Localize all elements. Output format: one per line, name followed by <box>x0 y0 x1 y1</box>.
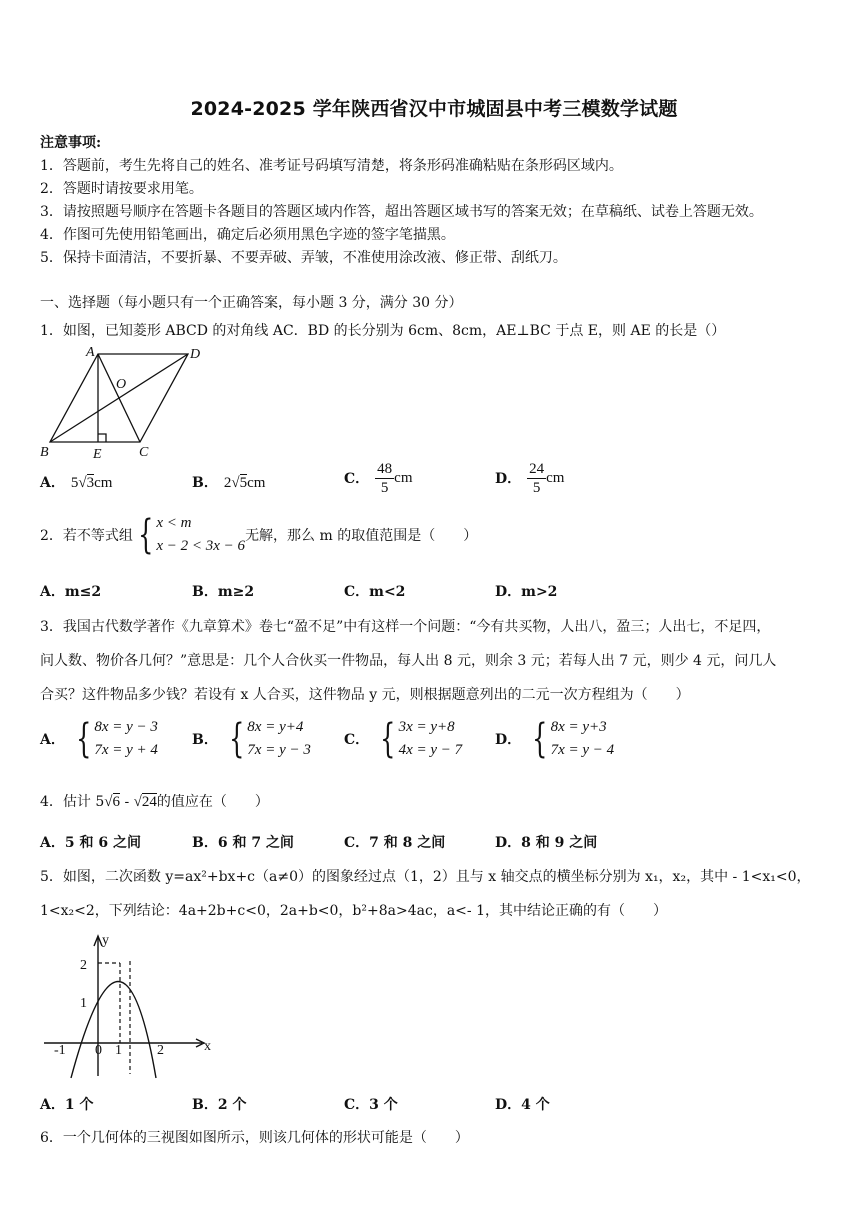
q1-option-b[interactable]: B． 2√5cm <box>192 475 266 491</box>
note-item: 5．保持卡面清洁，不要折暴、不要弄破、弄皱，不准使用涂改液、修正带、刮纸刀。 <box>40 250 567 266</box>
q3-option-d[interactable]: D． { 8x = y+3 7x = y − 4 <box>495 716 615 762</box>
question-4-text: 4．估计 5√6 - √24的值应在（ ） <box>40 794 269 810</box>
question-2-text: 2．若不等式组 { x < m x − 2 < 3x − 6 无解，那么 m 的取值范围是（ ） <box>40 512 478 558</box>
page-title: 2024-2025 学年陕西省汉中市城固县中考三模数学试题 <box>190 98 678 120</box>
question-3-line-3: 合买？这件物品多少钱？若设有 x 人合买，这件物品 y 元，则根据题意列出的二元一次方程组为（ ） <box>40 687 690 703</box>
rhombus-figure <box>40 342 210 460</box>
q3-option-b[interactable]: B． { 8x = y+4 7x = y − 3 <box>192 716 311 762</box>
q4-option-a[interactable]: A．5 和 6 之间 <box>40 835 141 851</box>
question-3-line-2: 问人数、物价各几何？”意思是：几个人合伙买一件物品，每人出 8 元，则余 3 元；若每人出 7 元，则少 4 元，问几人 <box>40 653 777 669</box>
q1-option-c[interactable]: C． $\frac{48}{5}$ cm <box>344 461 413 496</box>
notes-heading: 注意事项: <box>40 135 102 151</box>
q2-option-a[interactable]: A．m≤2 <box>40 584 102 600</box>
q2-eq2: x − 2 < 3x − 6 <box>156 538 246 554</box>
label-b: B <box>40 445 49 460</box>
label-o: O <box>116 377 127 392</box>
q5-option-b[interactable]: B．2 个 <box>192 1097 247 1113</box>
tick-x2-label: 2 <box>157 1043 164 1058</box>
q2-eq1: x < m <box>156 515 192 531</box>
note-item: 1．答题前，考生先将自己的姓名、准考证号码填写清楚，将条形码准确粘贴在条形码区域内。 <box>40 158 623 174</box>
question-5-line-1: 5．如图，二次函数 y=ax²+bx+c（a≠0）的图象经过点（1，2）且与 x 轴交点的横坐标分别为 x₁，x₂，其中 - 1<x₁<0， <box>40 869 811 885</box>
x-axis-label: x <box>204 1039 211 1054</box>
diagonal-bd <box>50 354 188 442</box>
note-item: 3．请按照题号顺序在答题卡各题目的答题区域内作答，超出答题区域书写的答案无效；在草稿纸、试卷上答题无效。 <box>40 204 763 220</box>
right-angle-mark <box>98 434 106 442</box>
label-e: E <box>93 447 102 460</box>
tick-x1-label: 1 <box>115 1043 122 1058</box>
tick-1-label: 1 <box>80 996 87 1011</box>
tick-2-label: 2 <box>80 958 87 973</box>
q2-option-b[interactable]: B．m≥2 <box>192 584 255 600</box>
q1-option-a[interactable]: A． 5√3cm <box>40 475 113 491</box>
question-5-line-2: 1<x₂<2，下列结论：4a+2b+c<0，2a+b<0，b²+8a>4ac，a<- 1，其中结论正确的有（ ） <box>40 903 667 919</box>
note-item: 4．作图可先使用铅笔画出，确定后必须用黑色字迹的签字笔描黑。 <box>40 227 455 243</box>
label-d: D <box>190 347 201 362</box>
y-axis-label: y <box>102 933 109 948</box>
q4-option-c[interactable]: C．7 和 8 之间 <box>344 835 446 851</box>
origin-label: 0 <box>95 1043 102 1058</box>
q5-option-a[interactable]: A．1 个 <box>40 1097 94 1113</box>
tick-minus1-label: -1 <box>54 1043 66 1058</box>
q3-option-c[interactable]: C． { 3x = y+8 4x = y − 7 <box>344 716 463 762</box>
q2-option-d[interactable]: D．m>2 <box>495 584 558 600</box>
q4-option-d[interactable]: D．8 和 9 之间 <box>495 835 598 851</box>
question-1-text: 1．如图，已知菱形 ABCD 的对角线 AC．BD 的长分别为 6cm、8cm，AE⊥BC 于点 E，则 AE 的长是（） <box>40 323 726 339</box>
q3-option-a[interactable]: A． { 8x = y − 3 7x = y + 4 <box>40 716 158 762</box>
section-heading: 一、选择题（每小题只有一个正确答案，每小题 3 分，满分 30 分） <box>40 295 463 311</box>
label-c: C <box>139 445 149 460</box>
q2-option-c[interactable]: C．m<2 <box>344 584 406 600</box>
q1-option-d[interactable]: D． $\frac{24}{5}$ cm <box>495 461 565 496</box>
q4-option-b[interactable]: B．6 和 7 之间 <box>192 835 294 851</box>
note-item: 2．答题时请按要求用笔。 <box>40 181 203 197</box>
q5-option-c[interactable]: C．3 个 <box>344 1097 398 1113</box>
question-3-line-1: 3．我国古代数学著作《九章算术》卷七“盈不足”中有这样一个问题：“今有共买物，人出八，盈三；人出七，不足四， <box>40 619 771 635</box>
question-6-text: 6．一个几何体的三视图如图所示，则该几何体的形状可能是（ ） <box>40 1130 469 1146</box>
label-a: A <box>86 345 95 360</box>
parabola-figure <box>40 928 220 1080</box>
q5-option-d[interactable]: D．4 个 <box>495 1097 550 1113</box>
